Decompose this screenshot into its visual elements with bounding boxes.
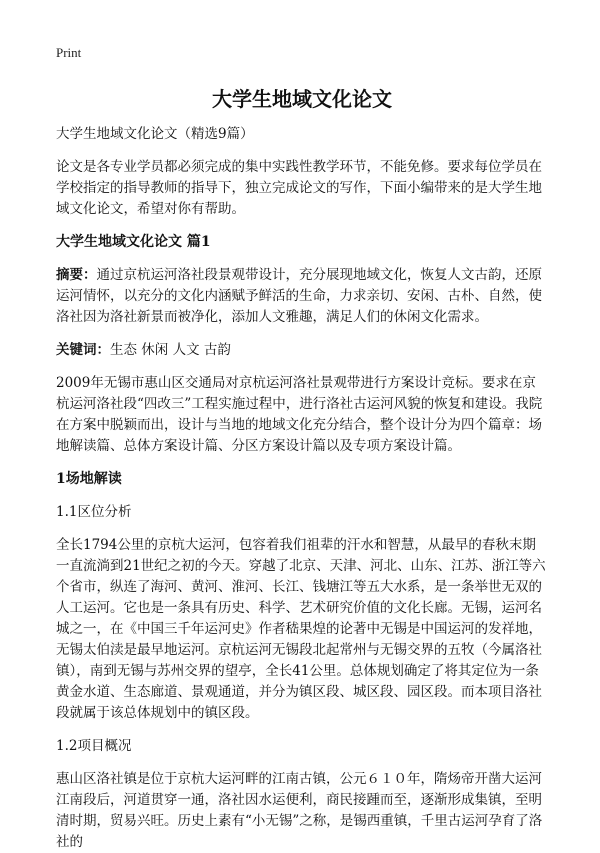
section-heading: 1场地解读 — [56, 471, 122, 487]
intro-paragraph: 论文是各专业学员都必须完成的集中实践性教学环节，不能免修。要求每位学员在学校指定的指导教师的指导下，独立完成论文的写作，下面小编带来的是大学生地域文化论文，希望对你有帮助。 — [56, 159, 542, 217]
body-paragraph: 2009年无锡市惠山区交通局对京杭运河洛社景观带进行方案设计竞标。要求在京杭运河洛社段“四改三”工程实施过程中，进行洛社古运河风貌的恢复和建设。我院在方案中脱颖而出，设计与当地的地域文化充分结合，整个设计分为四个篇章：场地解读篇、总体方案设计篇、分区方案设计篇以及专项方案设计篇。 — [56, 375, 543, 454]
keywords-text: 生态 休闲 人文 古韵 — [110, 342, 231, 358]
overview-paragraph: 惠山区洛社镇是位于京杭大运河畔的江南古镇，公元６１０年，隋炀帝开凿大运河江南段后，河道贯穿一通，洛社因水运便利，商民接踵而至，逐渐形成集镇，至明清时期，贸易兴旺。历史上素有“小无锡”之称，是锡西重镇，千里古运河孕育了洛社的 — [56, 771, 543, 850]
subsection-heading-overview: 1.2项目概况 — [56, 738, 132, 754]
keywords-paragraph — [56, 340, 548, 361]
abstract-text: 通过京杭运河洛社段景观带设计，充分展现地域文化，恢复人文古韵，还原运河情怀，以充分的文化内涵赋予鲜活的生命，力求亲切、安闲、古朴、自然，使洛社因为洛社新景而被净化，添加人文雅趣，满足人们的休闲文化需求。 — [56, 267, 542, 325]
document-subtitle: 大学生地域文化论文（精选9篇） — [56, 126, 254, 142]
print-link[interactable]: Print — [56, 45, 82, 60]
subsection-heading-location: 1.1区位分析 — [56, 504, 132, 520]
location-paragraph: 全长1794公里的京杭大运河，包容着我们祖辈的汗水和智慧，从最早的春秋末期一直流淌到21世纪之初的今天。穿越了北京、天津、河北、山东、江苏、浙江等六个省市，纵连了海河、黄河、淮河、长江、钱塘江等五大水系，是一条举世无双的人工运河。它也是一条具有历史、科学、艺术研究价值的文化长廊。无锡，运河名城之一，在《中国三千年运河史》作者嵇果煌的论著中无锡是中国运河的发祥地，无锡太伯渎是最早地运河。京杭运河无锡段北起常州与无锡交界的五牧（今属洛社镇），南到无锡与苏州交界的望亭，全长41公里。总体规划确定了将其定位为一条黄金水道、生态廊道、景观通道，并分为镇区段、城区段、园区段。而本项目洛社段就属于该总体规划中的镇区段。 — [56, 537, 546, 721]
keywords-label: 关键词： — [56, 342, 110, 358]
abstract-paragraph — [56, 265, 548, 328]
article-heading: 大学生地域文化论文 篇1 — [56, 234, 211, 250]
page-title: 大学生地域文化论文 — [212, 87, 392, 111]
abstract-label: 摘要： — [56, 267, 97, 283]
